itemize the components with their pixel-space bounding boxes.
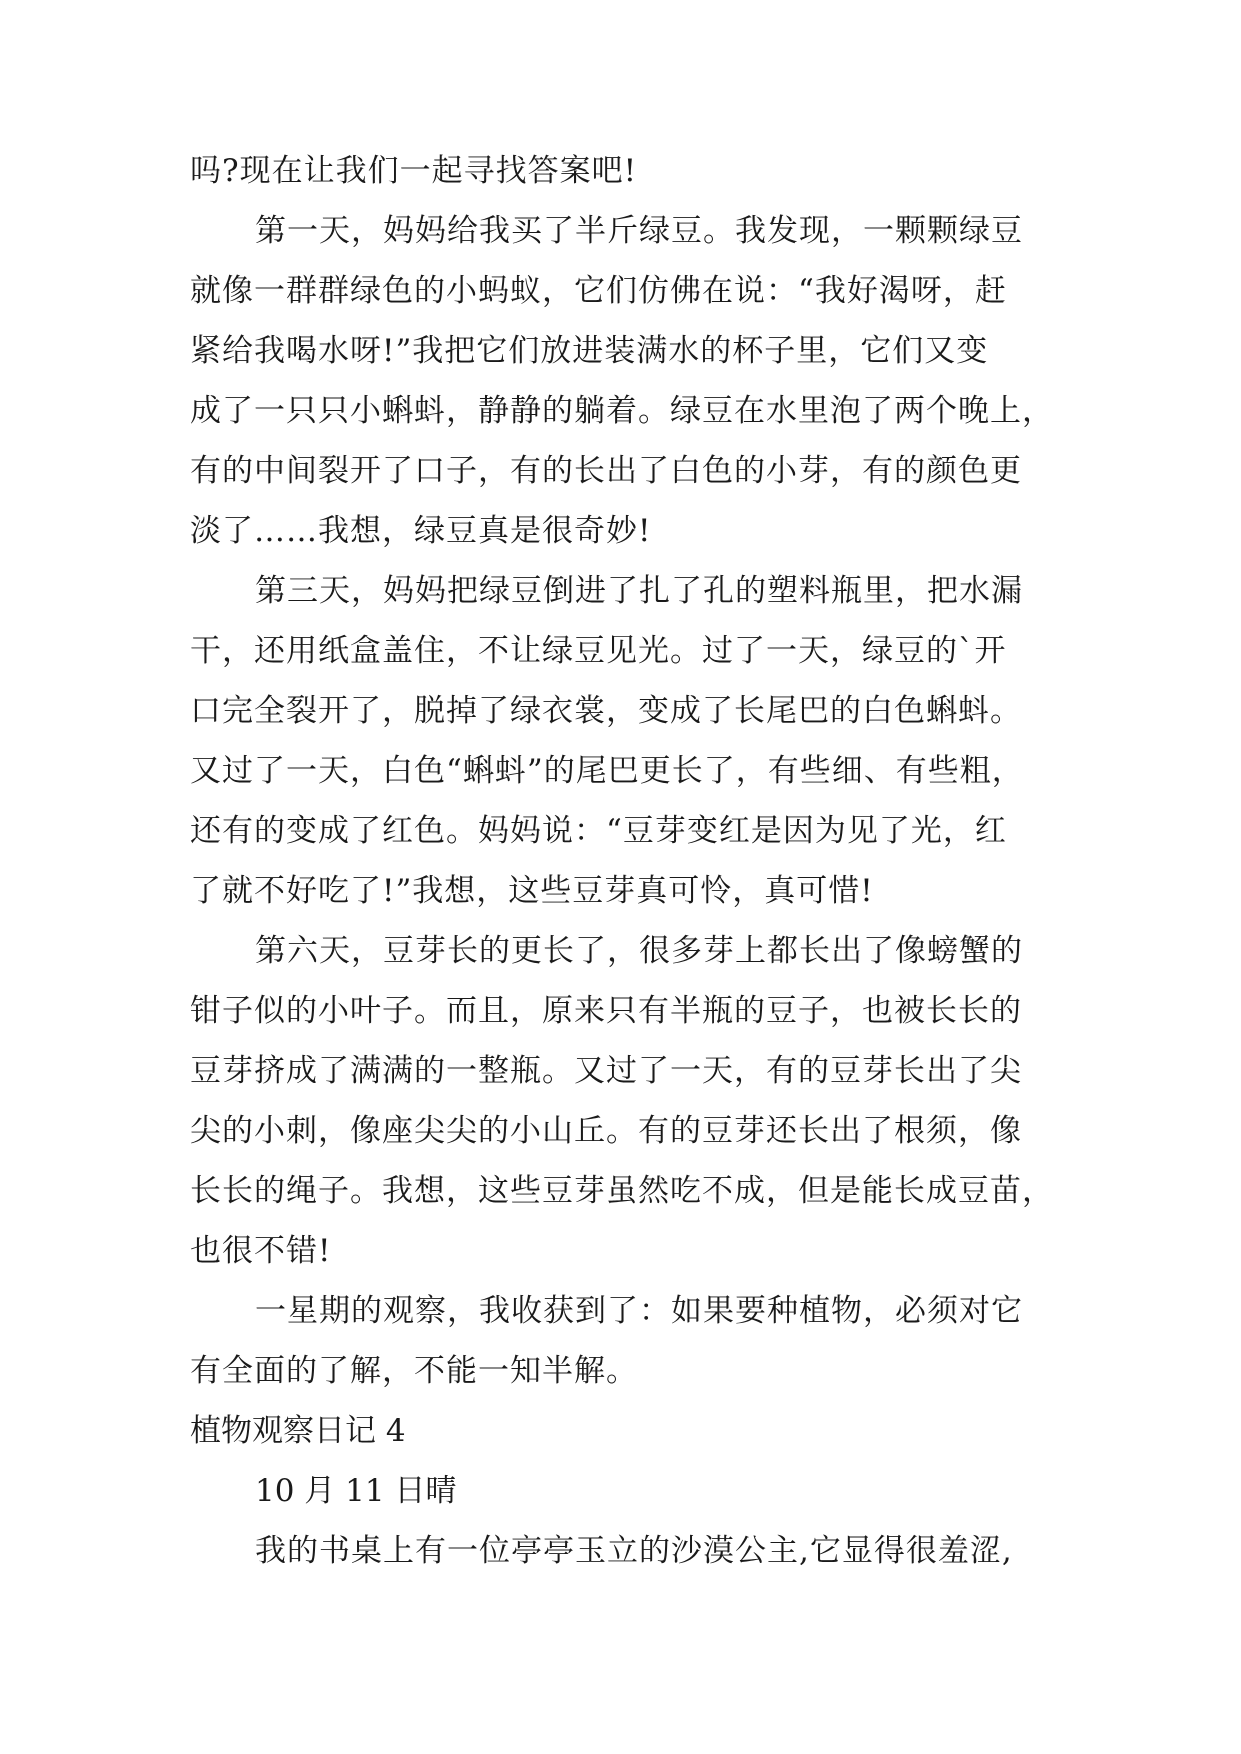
text-line: 有的中间裂开了口子，有的长出了白色的小芽，有的颜色更 xyxy=(190,453,1022,489)
text-line: 了就不好吃了!”我想，这些豆芽真可怜，真可惜! xyxy=(190,873,874,909)
text-line: 尖的小刺，像座尖尖的小山丘。有的豆芽还长出了根须，像 xyxy=(190,1113,1022,1149)
paragraph-start-line: 我的书桌上有一位亭亭玉立的沙漠公主,它显得很羞涩, xyxy=(255,1533,1013,1569)
text-line: 成了一只只小蝌蚪，静静的躺着。绿豆在水里泡了两个晚上， xyxy=(190,393,1054,429)
section-heading: 植物观察日记 4 xyxy=(190,1413,406,1449)
paragraph-start-line: 第六天，豆芽长的更长了，很多芽上都长出了像螃蟹的 xyxy=(255,933,1023,969)
text-line: 口完全裂开了，脱掉了绿衣裳，变成了长尾巴的白色蝌蚪。 xyxy=(190,693,1022,729)
text-line: 还有的变成了红色。妈妈说：“豆芽变红是因为见了光，红 xyxy=(190,813,1007,849)
paragraph-start-line: 第一天，妈妈给我买了半斤绿豆。我发现，一颗颗绿豆 xyxy=(255,213,1023,249)
text-line: 钳子似的小叶子。而且，原来只有半瓶的豆子，也被长长的 xyxy=(190,993,1022,1029)
text-line: 长长的绳子。我想，这些豆芽虽然吃不成，但是能长成豆苗， xyxy=(190,1173,1054,1209)
text-line: 吗?现在让我们一起寻找答案吧! xyxy=(190,153,638,189)
text-line: 紧给我喝水呀!”我把它们放进装满水的杯子里，它们又变 xyxy=(190,333,989,369)
text-line: 干，还用纸盒盖住，不让绿豆见光。过了一天，绿豆的`开 xyxy=(190,633,1007,669)
text-line: 淡了……我想，绿豆真是很奇妙! xyxy=(190,513,652,549)
text-line: 又过了一天，白色“蝌蚪”的尾巴更长了，有些细、有些粗， xyxy=(190,753,1024,789)
paragraph-start-line: 第三天，妈妈把绿豆倒进了扎了孔的塑料瓶里，把水漏 xyxy=(255,573,1023,609)
date-line: 10 月 11 日晴 xyxy=(255,1473,457,1509)
text-line: 有全面的了解，不能一知半解。 xyxy=(190,1353,638,1389)
text-line: 也很不错! xyxy=(190,1233,332,1269)
text-line: 就像一群群绿色的小蚂蚁，它们仿佛在说：“我好渴呀，赶 xyxy=(190,273,1007,309)
text-line: 豆芽挤成了满满的一整瓶。又过了一天，有的豆芽长出了尖 xyxy=(190,1053,1022,1089)
paragraph-start-line: 一星期的观察，我收获到了：如果要种植物，必须对它 xyxy=(255,1293,1023,1329)
